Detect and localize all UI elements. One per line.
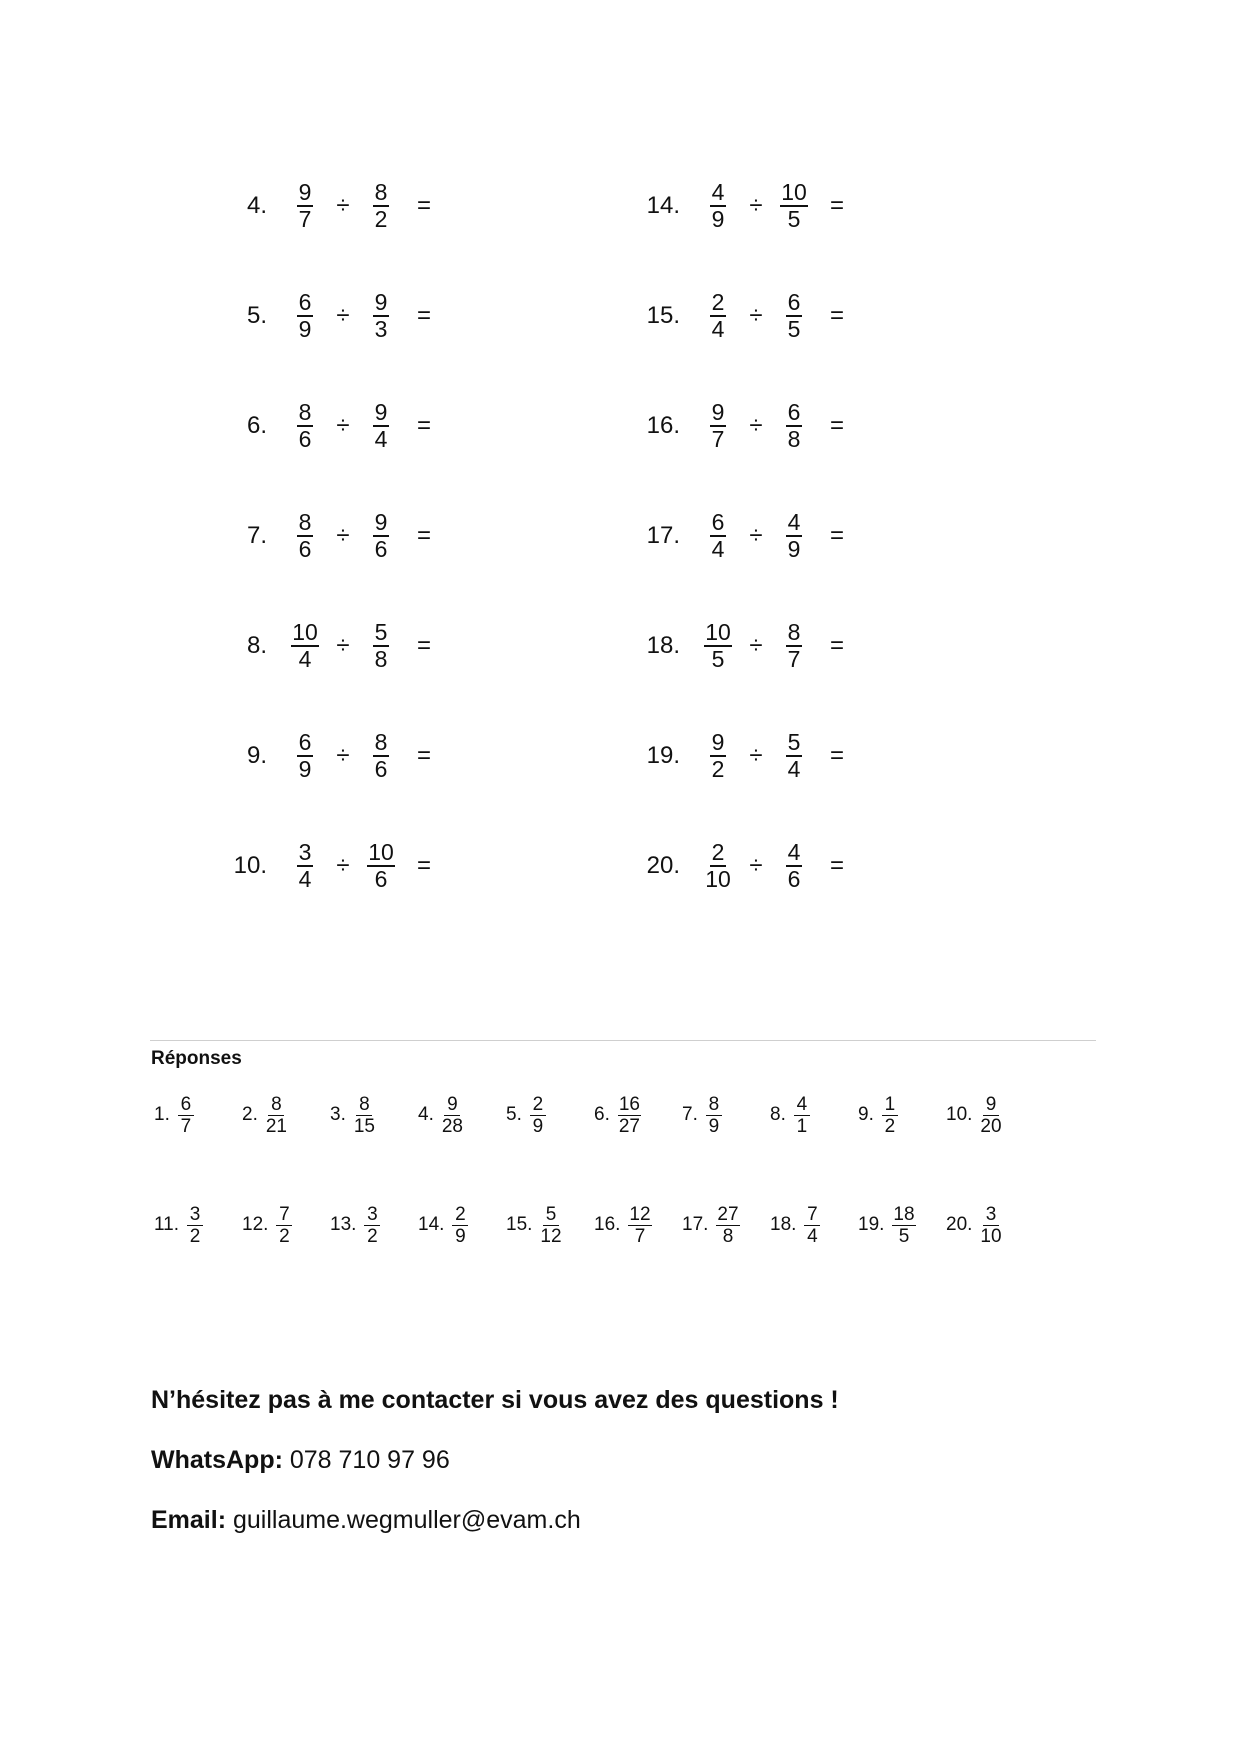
first-fraction xyxy=(700,180,736,232)
denominator: 6 xyxy=(374,536,388,562)
first-fraction xyxy=(700,400,736,452)
first-fraction xyxy=(700,510,736,562)
second-fraction xyxy=(776,180,812,232)
fraction xyxy=(373,510,389,562)
answer-item xyxy=(506,1090,546,1140)
email-label: Email: xyxy=(151,1506,227,1534)
denominator: 15 xyxy=(353,1115,375,1137)
denominator: 8 xyxy=(787,426,801,452)
answer-number: 9. xyxy=(858,1104,874,1125)
numerator: 4 xyxy=(794,1094,810,1116)
numerator: 2 xyxy=(530,1094,546,1116)
denominator: 4 xyxy=(711,316,725,342)
second-fraction xyxy=(776,730,812,782)
fraction xyxy=(618,1094,641,1137)
answer-item xyxy=(946,1090,1002,1140)
problem-row xyxy=(207,398,431,454)
answer-number: 3. xyxy=(330,1104,346,1125)
problem-number: 5. xyxy=(246,302,267,329)
contact-headline: N’hésitez pas à me contacter si vous avez des questions ! xyxy=(151,1386,839,1414)
fraction xyxy=(786,840,802,892)
fraction xyxy=(980,1204,1001,1247)
numerator: 8 xyxy=(706,1094,722,1116)
divide-sign: ÷ xyxy=(749,412,763,439)
denominator: 2 xyxy=(189,1225,201,1247)
answer-number: 16. xyxy=(594,1214,621,1235)
denominator: 21 xyxy=(265,1115,287,1137)
answer-item xyxy=(770,1200,820,1250)
answer-number: 1. xyxy=(154,1104,170,1125)
answer-number: 4. xyxy=(418,1104,434,1125)
fraction xyxy=(291,620,319,672)
second-fraction xyxy=(776,620,812,672)
denominator: 9 xyxy=(787,536,801,562)
equals-sign: = xyxy=(417,192,432,219)
answer-number: 6. xyxy=(594,1104,610,1125)
answer-number: 11. xyxy=(154,1214,180,1235)
problem-number: 10. xyxy=(233,852,267,879)
numerator: 8 xyxy=(268,1094,284,1116)
numerator: 3 xyxy=(364,1204,380,1226)
numerator: 10 xyxy=(781,179,807,205)
denominator: 4 xyxy=(807,1225,818,1247)
equals-sign: = xyxy=(830,192,845,219)
answer-number: 13. xyxy=(330,1214,357,1235)
answer-number: 18. xyxy=(770,1214,797,1235)
fraction xyxy=(266,1094,287,1137)
second-fraction xyxy=(363,290,399,342)
numerator: 3 xyxy=(983,1204,999,1226)
divide-sign: ÷ xyxy=(336,742,350,769)
fraction xyxy=(297,730,313,782)
numerator: 8 xyxy=(298,399,312,425)
denominator: 10 xyxy=(980,1225,1002,1247)
numerator: 7 xyxy=(804,1204,820,1226)
fraction xyxy=(297,840,313,892)
fraction xyxy=(786,290,802,342)
second-fraction xyxy=(363,730,399,782)
answer-number: 19. xyxy=(858,1214,885,1235)
fraction xyxy=(786,400,802,452)
fraction xyxy=(373,620,389,672)
answer-item xyxy=(770,1090,810,1140)
fraction xyxy=(628,1204,651,1247)
numerator: 8 xyxy=(298,509,312,535)
numerator: 9 xyxy=(711,399,725,425)
divide-sign: ÷ xyxy=(336,522,350,549)
fraction xyxy=(710,180,726,232)
numerator: 6 xyxy=(178,1094,194,1116)
first-fraction xyxy=(287,730,323,782)
answer-item xyxy=(682,1090,722,1140)
answer-item xyxy=(594,1090,641,1140)
denominator: 6 xyxy=(787,866,801,892)
numerator: 9 xyxy=(444,1094,460,1116)
answer-item xyxy=(242,1090,287,1140)
problem-row xyxy=(207,728,431,784)
divide-sign: ÷ xyxy=(749,302,763,329)
answer-number: 10. xyxy=(946,1104,973,1125)
fraction xyxy=(276,1204,292,1247)
answers-title: Réponses xyxy=(151,1048,242,1069)
denominator: 1 xyxy=(796,1115,808,1137)
fraction xyxy=(780,180,808,232)
fraction xyxy=(804,1204,820,1247)
denominator: 2 xyxy=(367,1225,378,1247)
equals-sign: = xyxy=(417,412,432,439)
denominator: 7 xyxy=(180,1115,192,1137)
fraction xyxy=(373,180,389,232)
whatsapp-label: WhatsApp: xyxy=(151,1446,283,1474)
answer-number: 12. xyxy=(242,1214,269,1235)
fraction xyxy=(786,510,802,562)
answer-number: 8. xyxy=(770,1104,786,1125)
numerator: 5 xyxy=(543,1204,559,1226)
first-fraction xyxy=(287,510,323,562)
problem-row xyxy=(620,838,844,894)
answer-item xyxy=(154,1090,194,1140)
answer-item xyxy=(418,1090,463,1140)
answer-item xyxy=(946,1200,1002,1250)
second-fraction xyxy=(776,840,812,892)
equals-sign: = xyxy=(417,522,432,549)
divide-sign: ÷ xyxy=(336,192,350,219)
divide-sign: ÷ xyxy=(749,192,763,219)
problem-number: 15. xyxy=(646,302,680,329)
equals-sign: = xyxy=(830,852,845,879)
fraction xyxy=(354,1094,375,1137)
fraction xyxy=(297,290,313,342)
denominator: 28 xyxy=(441,1115,463,1137)
answer-number: 7. xyxy=(682,1104,698,1125)
fraction xyxy=(373,290,389,342)
denominator: 4 xyxy=(298,866,312,892)
equals-sign: = xyxy=(830,412,845,439)
fraction xyxy=(710,290,726,342)
denominator: 7 xyxy=(298,206,312,232)
numerator: 9 xyxy=(711,729,725,755)
equals-sign: = xyxy=(830,742,845,769)
first-fraction xyxy=(287,180,323,232)
denominator: 6 xyxy=(374,866,388,892)
problem-number: 4. xyxy=(246,192,267,219)
equals-sign: = xyxy=(417,632,432,659)
second-fraction xyxy=(363,400,399,452)
problem-row xyxy=(620,288,844,344)
denominator: 10 xyxy=(705,866,731,892)
denominator: 27 xyxy=(618,1115,640,1137)
fraction xyxy=(786,730,802,782)
numerator: 2 xyxy=(711,289,725,315)
denominator: 5 xyxy=(787,206,801,232)
answer-item xyxy=(330,1090,375,1140)
equals-sign: = xyxy=(417,852,432,879)
problem-number: 6. xyxy=(246,412,267,439)
fraction xyxy=(706,1094,722,1137)
numerator: 9 xyxy=(298,179,312,205)
denominator: 20 xyxy=(980,1115,1002,1137)
denominator: 7 xyxy=(787,646,801,672)
answer-item xyxy=(330,1200,380,1250)
denominator: 5 xyxy=(898,1225,910,1247)
denominator: 7 xyxy=(711,426,725,452)
numerator: 18 xyxy=(893,1203,915,1225)
answer-item xyxy=(594,1200,652,1250)
second-fraction xyxy=(363,620,399,672)
fraction xyxy=(716,1204,739,1247)
denominator: 3 xyxy=(374,316,388,342)
second-fraction xyxy=(363,840,399,892)
numerator: 16 xyxy=(618,1093,640,1115)
denominator: 4 xyxy=(787,756,801,782)
numerator: 9 xyxy=(374,399,388,425)
answer-item xyxy=(682,1200,740,1250)
divide-sign: ÷ xyxy=(749,852,763,879)
fraction xyxy=(297,510,313,562)
numerator: 8 xyxy=(374,179,388,205)
numerator: 6 xyxy=(298,729,312,755)
denominator: 9 xyxy=(708,1115,720,1137)
answer-item xyxy=(242,1200,292,1250)
first-fraction xyxy=(700,840,736,892)
problem-row xyxy=(207,508,431,564)
answer-number: 5. xyxy=(506,1104,522,1125)
denominator: 9 xyxy=(455,1225,466,1247)
first-fraction xyxy=(287,840,323,892)
problem-number: 20. xyxy=(646,852,680,879)
fraction xyxy=(367,840,395,892)
numerator: 8 xyxy=(787,619,801,645)
fraction xyxy=(530,1094,546,1137)
fraction xyxy=(710,510,726,562)
problem-number: 8. xyxy=(246,632,267,659)
numerator: 7 xyxy=(276,1204,292,1226)
denominator: 6 xyxy=(298,536,312,562)
numerator: 2 xyxy=(711,839,725,865)
denominator: 9 xyxy=(298,316,312,342)
denominator: 9 xyxy=(298,756,312,782)
denominator: 4 xyxy=(374,426,388,452)
denominator: 6 xyxy=(298,426,312,452)
problem-number: 16. xyxy=(646,412,680,439)
fraction xyxy=(786,620,802,672)
answer-number: 15. xyxy=(506,1214,533,1235)
fraction xyxy=(882,1094,898,1137)
first-fraction xyxy=(700,290,736,342)
problem-row xyxy=(620,178,844,234)
numerator: 6 xyxy=(711,509,725,535)
contact-whatsapp xyxy=(151,1446,450,1475)
divide-sign: ÷ xyxy=(749,522,763,549)
denominator: 8 xyxy=(374,646,388,672)
answer-number: 20. xyxy=(946,1214,973,1235)
numerator: 3 xyxy=(298,839,312,865)
numerator: 10 xyxy=(292,619,318,645)
fraction xyxy=(187,1204,203,1247)
problem-number: 18. xyxy=(646,632,680,659)
denominator: 2 xyxy=(279,1225,290,1247)
numerator: 1 xyxy=(882,1094,898,1116)
whatsapp-number: 078 710 97 96 xyxy=(282,1446,450,1474)
divide-sign: ÷ xyxy=(336,852,350,879)
numerator: 27 xyxy=(717,1203,739,1225)
numerator: 6 xyxy=(787,289,801,315)
divide-sign: ÷ xyxy=(336,632,350,659)
denominator: 8 xyxy=(722,1225,734,1247)
numerator: 2 xyxy=(452,1204,468,1226)
contact-email xyxy=(151,1506,581,1535)
numerator: 8 xyxy=(356,1094,372,1116)
answer-item xyxy=(506,1200,562,1250)
problem-row xyxy=(620,728,844,784)
numerator: 12 xyxy=(629,1203,651,1225)
fraction xyxy=(710,400,726,452)
first-fraction xyxy=(287,620,323,672)
numerator: 9 xyxy=(374,509,388,535)
numerator: 6 xyxy=(298,289,312,315)
first-fraction xyxy=(700,730,736,782)
second-fraction xyxy=(776,290,812,342)
first-fraction xyxy=(287,290,323,342)
fraction xyxy=(540,1204,561,1247)
divide-sign: ÷ xyxy=(749,632,763,659)
problem-row xyxy=(207,288,431,344)
problem-number: 17. xyxy=(646,522,680,549)
numerator: 4 xyxy=(711,179,725,205)
numerator: 9 xyxy=(983,1094,999,1116)
problem-row xyxy=(620,618,844,674)
problem-number: 9. xyxy=(246,742,267,769)
first-fraction xyxy=(700,620,736,672)
answer-number: 14. xyxy=(418,1214,445,1235)
answer-number: 17. xyxy=(682,1214,709,1235)
equals-sign: = xyxy=(417,742,432,769)
problem-row xyxy=(620,398,844,454)
problem-number: 14. xyxy=(646,192,680,219)
answer-item xyxy=(154,1200,203,1250)
fraction xyxy=(297,180,313,232)
second-fraction xyxy=(363,510,399,562)
fraction xyxy=(452,1204,468,1247)
denominator: 2 xyxy=(374,206,388,232)
denominator: 9 xyxy=(711,206,725,232)
fraction xyxy=(794,1094,810,1137)
denominator: 12 xyxy=(540,1225,562,1247)
denominator: 2 xyxy=(711,756,725,782)
denominator: 2 xyxy=(884,1115,896,1137)
problem-row xyxy=(620,508,844,564)
equals-sign: = xyxy=(830,632,845,659)
second-fraction xyxy=(363,180,399,232)
divide-sign: ÷ xyxy=(749,742,763,769)
numerator: 9 xyxy=(374,289,388,315)
denominator: 4 xyxy=(298,646,312,672)
answer-number: 2. xyxy=(242,1104,258,1125)
denominator: 5 xyxy=(711,646,725,672)
numerator: 5 xyxy=(787,729,801,755)
problem-number: 7. xyxy=(246,522,267,549)
numerator: 8 xyxy=(374,729,388,755)
fraction xyxy=(892,1204,915,1247)
denominator: 4 xyxy=(711,536,725,562)
numerator: 4 xyxy=(787,839,801,865)
denominator: 5 xyxy=(787,316,801,342)
answer-item xyxy=(418,1200,468,1250)
problem-row xyxy=(207,618,431,674)
fraction xyxy=(373,730,389,782)
fraction xyxy=(297,400,313,452)
first-fraction xyxy=(287,400,323,452)
divide-sign: ÷ xyxy=(336,412,350,439)
equals-sign: = xyxy=(830,302,845,329)
numerator: 10 xyxy=(368,839,394,865)
numerator: 3 xyxy=(187,1204,203,1226)
equals-sign: = xyxy=(830,522,845,549)
second-fraction xyxy=(776,510,812,562)
email-address: guillaume.wegmuller@evam.ch xyxy=(226,1506,581,1534)
divide-sign: ÷ xyxy=(336,302,350,329)
numerator: 5 xyxy=(374,619,388,645)
fraction xyxy=(980,1094,1001,1137)
fraction xyxy=(442,1094,463,1137)
numerator: 6 xyxy=(787,399,801,425)
denominator: 6 xyxy=(374,756,388,782)
problem-row xyxy=(207,178,431,234)
fraction xyxy=(178,1094,194,1137)
numerator: 4 xyxy=(787,509,801,535)
numerator: 10 xyxy=(705,619,731,645)
fraction xyxy=(364,1204,380,1247)
fraction xyxy=(373,400,389,452)
denominator: 9 xyxy=(532,1115,544,1137)
fraction xyxy=(704,620,732,672)
equals-sign: = xyxy=(417,302,432,329)
fraction xyxy=(710,730,726,782)
answers-divider xyxy=(150,1040,1096,1041)
problem-number: 19. xyxy=(646,742,680,769)
problem-row xyxy=(207,838,431,894)
second-fraction xyxy=(776,400,812,452)
fraction xyxy=(705,840,731,892)
denominator: 7 xyxy=(634,1225,646,1247)
answer-item xyxy=(858,1200,916,1250)
answer-item xyxy=(858,1090,898,1140)
